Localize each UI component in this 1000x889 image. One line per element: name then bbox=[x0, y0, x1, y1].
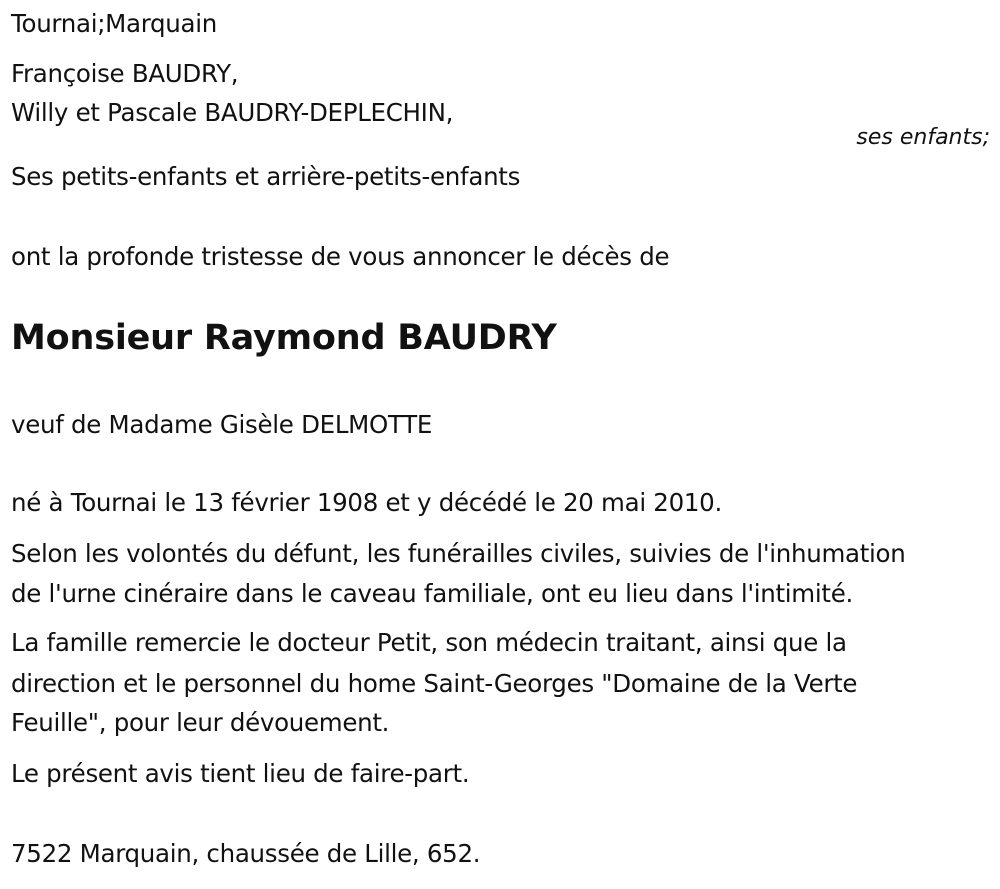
deceased-name: Monsieur Raymond BAUDRY bbox=[11, 318, 557, 358]
grandchildren-line: Ses petits-enfants et arrière-petits-enfants bbox=[11, 162, 521, 191]
family-member-line-1: Françoise BAUDRY, bbox=[11, 59, 239, 88]
faire-part-line: Le présent avis tient lieu de faire-part. bbox=[11, 759, 470, 788]
announcement-line: ont la profonde tristesse de vous annoncer le décès de bbox=[11, 242, 670, 271]
children-label: ses enfants; bbox=[856, 125, 990, 150]
family-member-line-2: Willy et Pascale BAUDRY-DEPLECHIN, bbox=[11, 98, 454, 127]
wishes-line-2: de l'urne cinéraire dans le caveau familiale, ont eu lieu dans l'intimité. bbox=[11, 579, 853, 608]
address-line: 7522 Marquain, chaussée de Lille, 652. bbox=[11, 839, 481, 868]
spouse-line: veuf de Madame Gisèle DELMOTTE bbox=[11, 410, 433, 439]
thanks-line-2: direction et le personnel du home Saint-Georges "Domaine de la Verte bbox=[11, 669, 858, 698]
birth-death-line: né à Tournai le 13 février 1908 et y décédé le 20 mai 2010. bbox=[11, 488, 722, 517]
thanks-line-1: La famille remercie le docteur Petit, son médecin traitant, ainsi que la bbox=[11, 628, 847, 657]
thanks-line-3: Feuille", pour leur dévouement. bbox=[11, 708, 390, 737]
location-heading: Tournai;Marquain bbox=[11, 9, 217, 38]
wishes-line-1: Selon les volontés du défunt, les funérailles civiles, suivies de l'inhumation bbox=[11, 539, 906, 568]
